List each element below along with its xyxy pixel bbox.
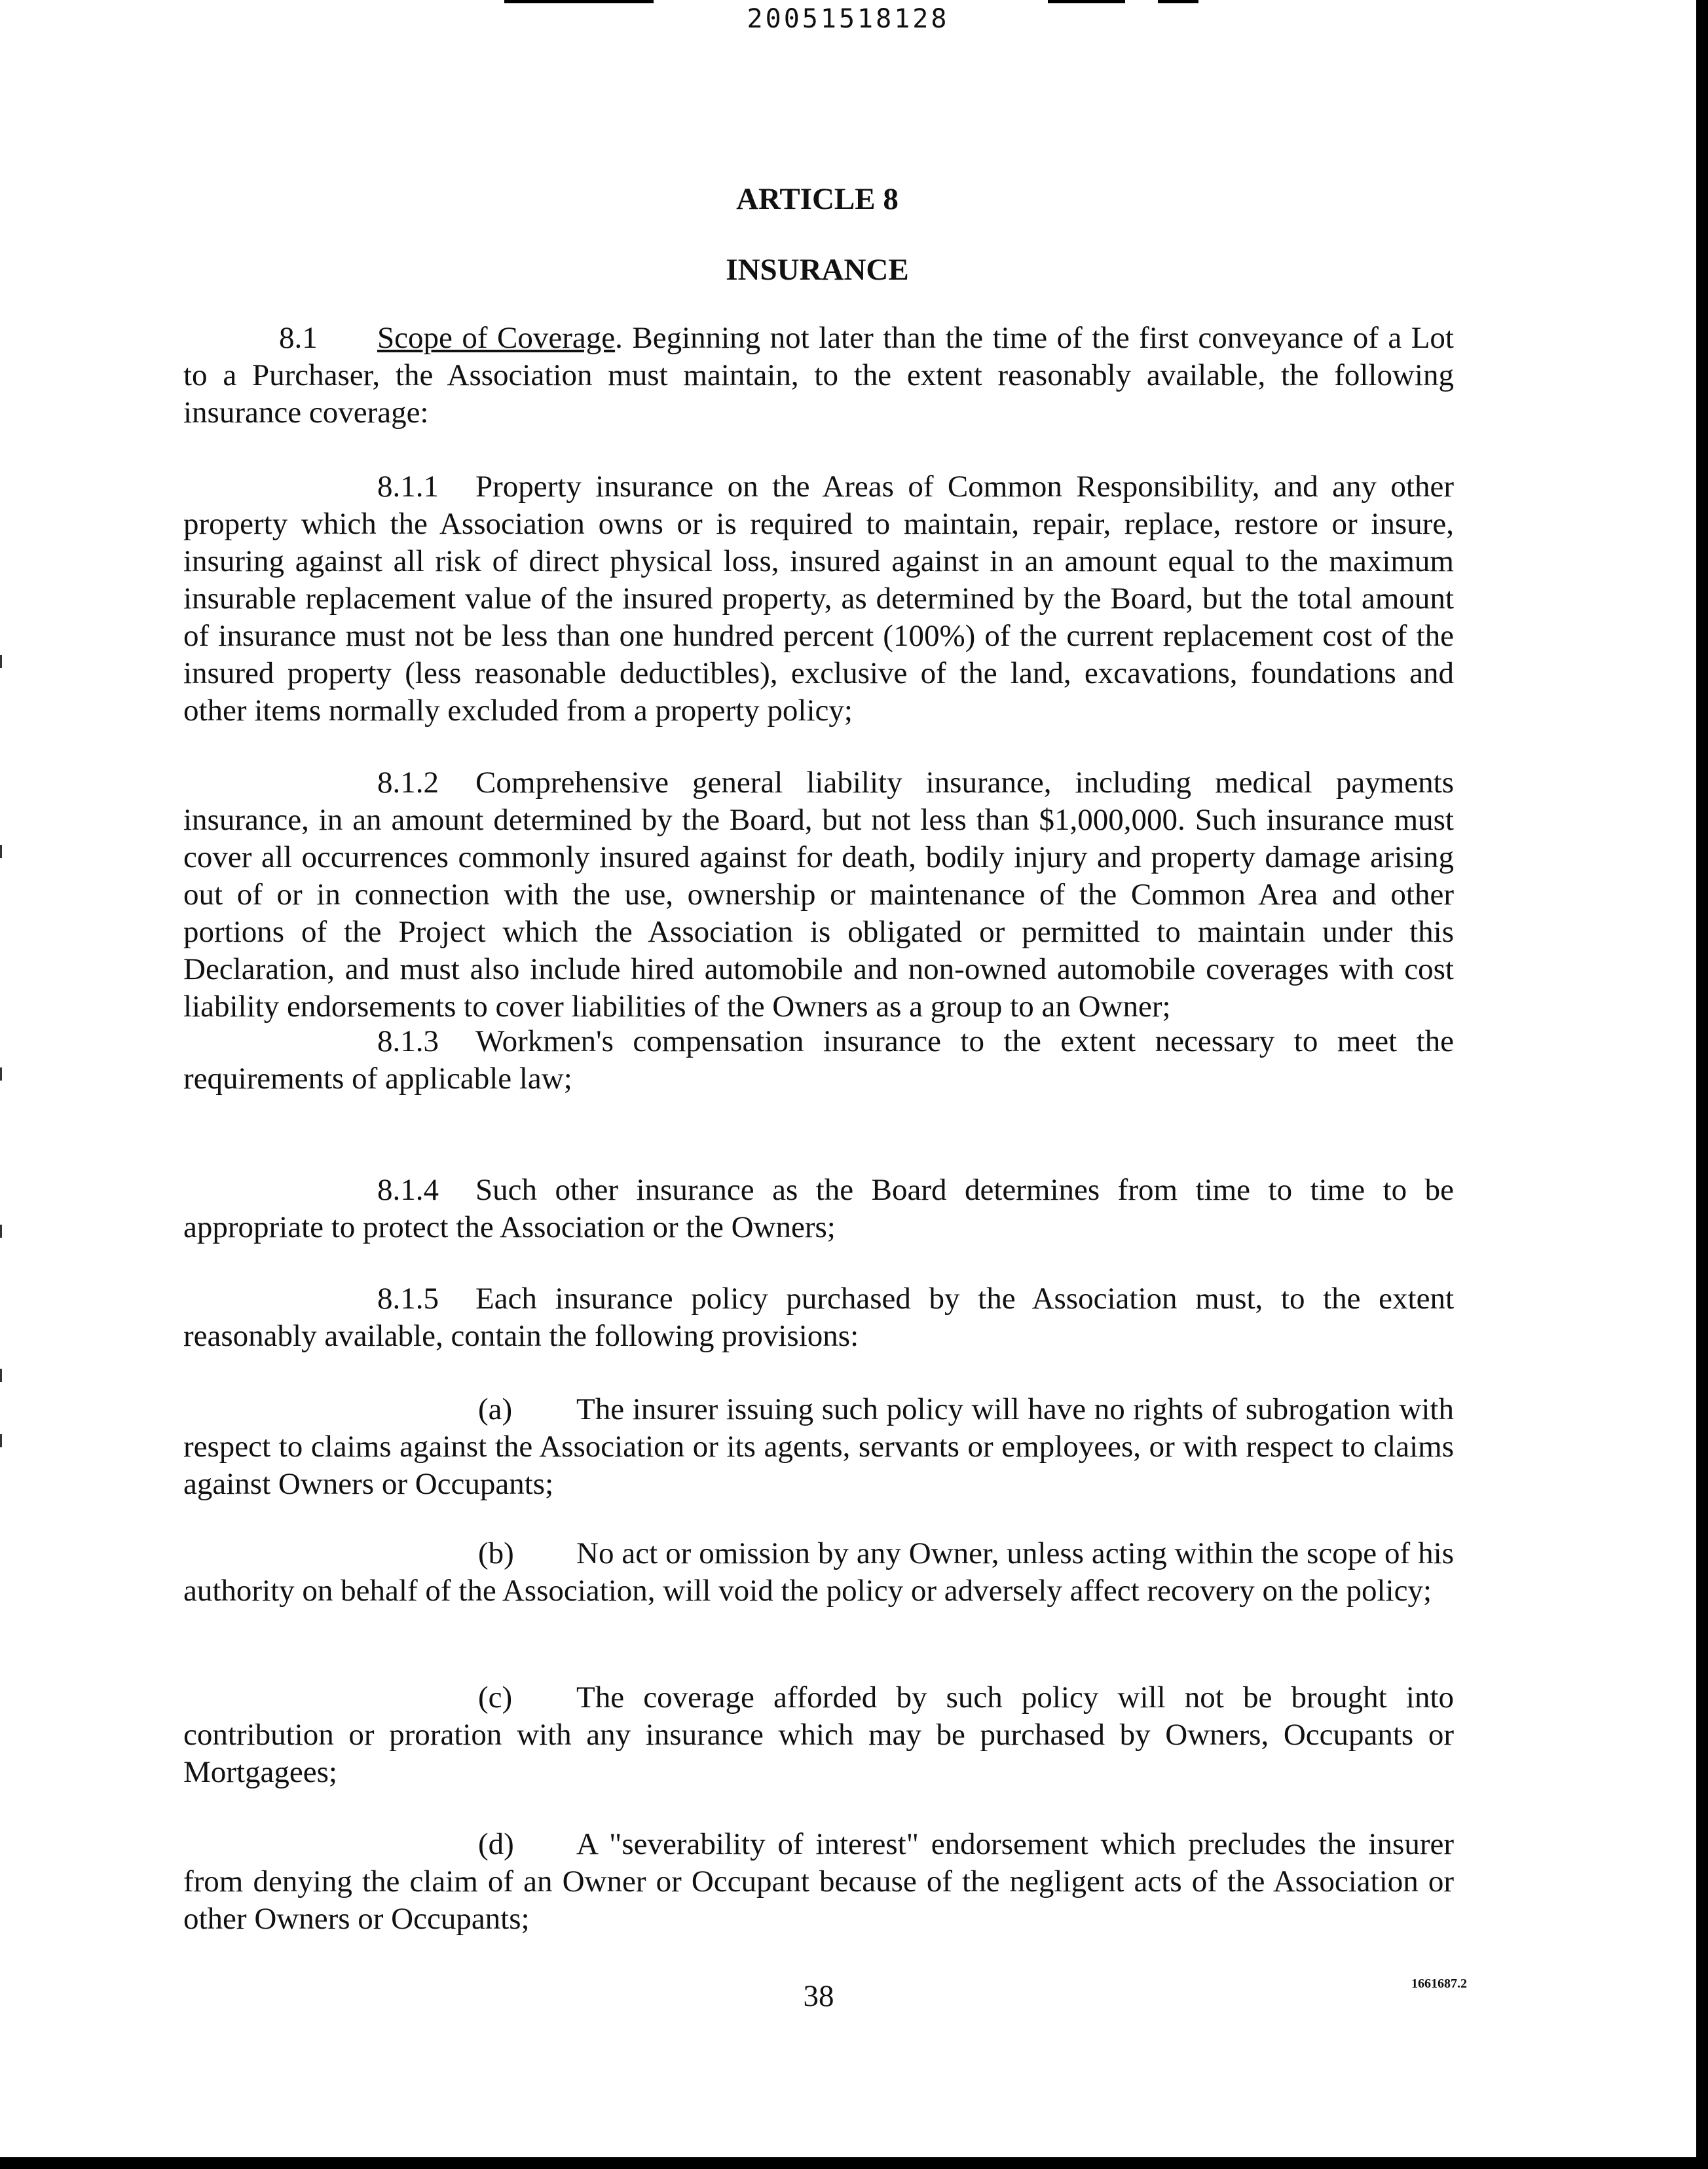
subsection-8-1-4 xyxy=(183,1172,1454,1246)
subsection-number: 8.1.4 xyxy=(377,1173,439,1207)
subsection-number: 8.1.5 xyxy=(377,1282,439,1316)
subsection-8-1-2 xyxy=(183,764,1454,1026)
provision-text: The insurer issuing such policy will have no rights of subrogation with respect to claims against the Association or its agents, servants or employees, or with respect to claims against Owners or Occupants; xyxy=(183,1392,1454,1501)
provision-d xyxy=(183,1826,1454,1938)
recording-number: 20051518128 xyxy=(747,4,950,34)
scan-edge-mark xyxy=(0,845,2,858)
subsection-text: Workmen's compensation insurance to the extent necessary to meet the requirements of applicable law; xyxy=(183,1024,1454,1096)
subsection-text: Each insurance policy purchased by the Association must, to the extent reasonably available, contain the following provisions: xyxy=(183,1282,1454,1353)
section-text: . Beginning not later than the time of the first conveyance of a Lot to a Purchaser, the Association must maintain, to the extent reasonably available, the following insurance coverage: xyxy=(183,321,1454,430)
provision-b xyxy=(183,1535,1454,1610)
subsection-text: Comprehensive general liability insurance, including medical payments insurance, in an amount determined by the Board, but not less than $1,000,000. Such insurance must cover all occurrences commonly insured against for death, bodily injury and property damage arising out of or in connection with the use, ownership or maintenance of the Common Area and other portions of the Project which the Association is obligated or permitted to maintain under this Declaration, and must also include hired automobile and non-owned automobile coverages with cost liability endorsements to cover liabilities of the Owners as a group to an Owner; xyxy=(183,766,1454,1024)
section-heading: Scope of Coverage xyxy=(377,321,616,355)
section-number: 8.1 xyxy=(279,321,318,355)
provision-label: (d) xyxy=(478,1827,514,1861)
provision-text: The coverage afforded by such policy will not be brought into contribution or proration with any insurance which may be purchased by Owners, Occupants or Mortgagees; xyxy=(183,1680,1454,1789)
article-number: ARTICLE 8 xyxy=(736,182,899,216)
provision-a xyxy=(183,1391,1454,1503)
subsection-8-1-3 xyxy=(183,1023,1454,1098)
document-id: 1661687.2 xyxy=(1411,1976,1467,1991)
scan-edge-mark xyxy=(0,1434,2,1447)
subsection-text: Such other insurance as the Board determines from time to time to be appropriate to protect the Association or the Owners; xyxy=(183,1173,1454,1244)
provision-label: (b) xyxy=(478,1536,514,1570)
provision-c xyxy=(183,1679,1454,1791)
scan-bottom-border xyxy=(0,2157,1708,2169)
scan-edge-mark xyxy=(0,1369,2,1382)
page-number: 38 xyxy=(803,1979,834,2013)
subsection-number: 8.1.1 xyxy=(377,470,439,504)
subsection-number: 8.1.3 xyxy=(377,1024,439,1058)
subsection-8-1-5 xyxy=(183,1280,1454,1355)
provision-label: (a) xyxy=(478,1392,513,1426)
article-title: INSURANCE xyxy=(726,253,909,287)
scan-right-border xyxy=(1696,0,1708,2169)
subsection-text: Property insurance on the Areas of Common Responsibility, and any other property which the Association owns or is required to maintain, repair, replace, restore or insure, insuring against all risk of direct physical loss, insured against in an amount equal to the maximum insurable replacement value of the insured property, as determined by the Board, but the total amount of insurance must not be less than one hundred percent (100%) of the current replacement cost of the insured property (less reasonable deductibles), exclusive of the land, excavations, foundations and other items normally excluded from a property policy; xyxy=(183,470,1454,728)
scan-edge-mark xyxy=(0,655,2,668)
scan-edge-mark xyxy=(0,1225,2,1238)
subsection-8-1-1 xyxy=(183,468,1454,730)
scan-edge-mark xyxy=(0,1067,2,1081)
provision-text: No act or omission by any Owner, unless acting within the scope of his authority on behalf of the Association, will void the policy or adversely affect recovery on the policy; xyxy=(183,1536,1454,1608)
section-8-1 xyxy=(183,320,1454,432)
provision-label: (c) xyxy=(478,1680,513,1715)
provision-text: A "severability of interest" endorsement which precludes the insurer from denying the claim of an Owner or Occupant because of the negligent acts of the Association or other Owners or Occupants; xyxy=(183,1827,1454,1936)
subsection-number: 8.1.2 xyxy=(377,766,439,800)
